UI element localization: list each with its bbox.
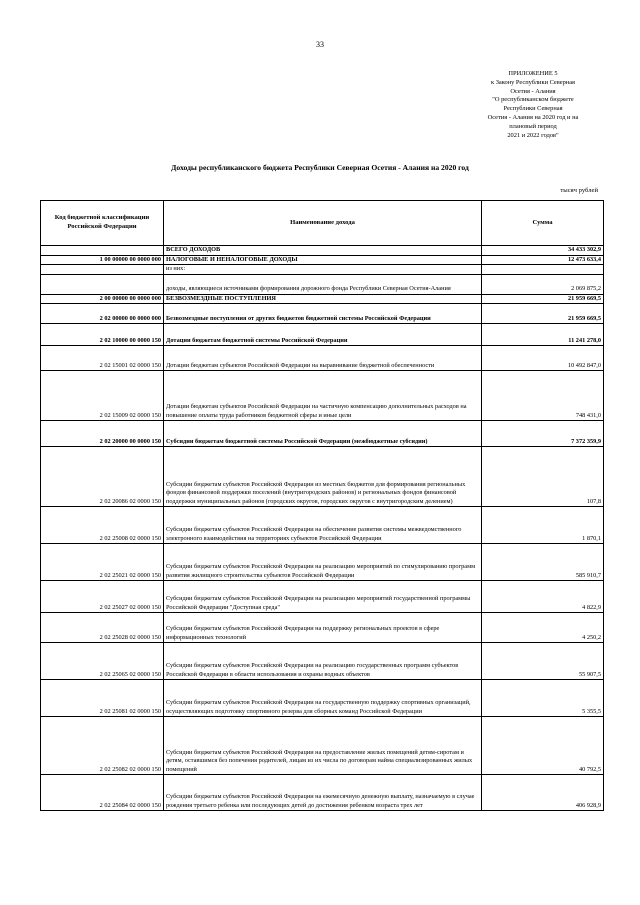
table-row <box>41 613 604 643</box>
appendix-line: ПРИЛОЖЕНИЕ 5 <box>508 70 558 77</box>
code-cell: 2 02 10000 00 0000 150 <box>41 324 164 346</box>
header-name: Наименование дохода <box>164 201 482 246</box>
amount-cell: 55 907,5 <box>482 643 604 680</box>
name-cell: Субсидии бюджетам субъектов Российской Федерации на реализацию мероприятий государственной программы Российской Федерации "Доступная среда" <box>164 581 482 613</box>
code-cell: 2 02 25028 02 0000 150 <box>41 613 164 643</box>
code-cell: 2 02 25021 02 0000 150 <box>41 544 164 581</box>
appendix-line: плановый период <box>509 122 557 130</box>
amount-cell <box>482 265 604 275</box>
amount-cell: 406 928,9 <box>482 775 604 811</box>
table-row <box>41 680 604 717</box>
code-cell: 2 02 25081 02 0000 150 <box>41 680 164 717</box>
code-cell: 2 02 25008 02 0000 150 <box>41 507 164 544</box>
name-cell: НАЛОГОВЫЕ И НЕНАЛОГОВЫЕ ДОХОДЫ <box>164 255 482 265</box>
appendix-note <box>468 70 598 140</box>
name-cell: Субсидии бюджетам субъектов Российской Федерации на поддержку региональных проектов в сфере информационных технологий <box>164 613 482 643</box>
code-cell <box>41 274 164 294</box>
code-cell: 2 02 20000 00 0000 150 <box>41 421 164 447</box>
appendix-line: "О республиканском бюджете <box>492 96 574 104</box>
appendix-line: Осетия - Алания на 2020 год и на <box>487 113 579 121</box>
name-cell: из них: <box>164 265 482 275</box>
document-title: Доходы республиканского бюджета Республики Северная Осетия - Алания на 2020 год <box>171 163 469 172</box>
amount-cell: 34 433 302,9 <box>482 246 604 256</box>
amount-cell: 21 959 669,5 <box>482 294 604 304</box>
appendix-line: Осетия - Алания <box>510 87 556 95</box>
amount-cell: 4 822,9 <box>482 581 604 613</box>
code-cell <box>41 265 164 275</box>
table-row <box>41 304 604 324</box>
table-row <box>41 294 604 304</box>
units-label: тысяч рублей <box>560 187 598 194</box>
table-header-row <box>41 201 604 246</box>
appendix-line: 2021 и 2022 годов" <box>507 131 559 139</box>
amount-cell: 7 372 359,9 <box>482 421 604 447</box>
table-row <box>41 775 604 811</box>
table-row <box>41 265 604 275</box>
page-number: 33 <box>316 40 324 49</box>
name-cell: Субсидии бюджетам субъектов Российской Федерации на реализацию мероприятий по стимулированию программ развития жилищного строительства субъектов Российской Федерации <box>164 544 482 581</box>
code-cell: 2 02 25065 02 0000 150 <box>41 643 164 680</box>
table-row <box>41 421 604 447</box>
name-cell: Субсидии бюджетам субъектов Российской Федерации на ежемесячную денежную выплату, назначаемую в случае рождения третьего ребенка или последующих детей до достижения ребенком возраста трех лет <box>164 775 482 811</box>
code-cell: 2 02 20086 02 0000 150 <box>41 447 164 507</box>
table-row <box>41 274 604 294</box>
amount-cell: 40 792,5 <box>482 717 604 775</box>
table-row <box>41 246 604 256</box>
amount-cell: 5 355,5 <box>482 680 604 717</box>
code-cell: 1 00 00000 00 0000 000 <box>41 255 164 265</box>
name-cell: Безвозмездные поступления от других бюджетов бюджетной системы Российской Федерации <box>164 304 482 324</box>
table-row <box>41 447 604 507</box>
amount-cell: 2 069 875,2 <box>482 274 604 294</box>
amount-cell: 4 250,2 <box>482 613 604 643</box>
name-cell: Дотации бюджетам субъектов Российской Федерации на частичную компенсацию дополнительных расходов на повышение оплаты труда работников бюджетной сферы и иные цели <box>164 371 482 421</box>
name-cell: Субсидии бюджетам субъектов Российской Федерации из местных бюджетов для формирования региональных фондов финансовой поддержки поселений (внутригородских районов) и региональных фондов финансовой поддержки муниципальных районов (городских округов, городских округов с внутригородским делением) <box>164 447 482 507</box>
name-cell: Дотации бюджетам бюджетной системы Российской Федерации <box>164 324 482 346</box>
amount-cell: 12 473 633,4 <box>482 255 604 265</box>
table-row <box>41 507 604 544</box>
code-cell: 2 00 00000 00 0000 000 <box>41 294 164 304</box>
amount-cell: 748 431,0 <box>482 371 604 421</box>
name-cell: Субсидии бюджетам субъектов Российской Федерации на государственную поддержку спортивных организаций, осуществляющих подготовку спортивного резерва для сборных команд Российской Федерации <box>164 680 482 717</box>
code-cell: 2 02 15001 02 0000 150 <box>41 346 164 371</box>
table-row <box>41 371 604 421</box>
code-cell: 2 02 00000 00 0000 000 <box>41 304 164 324</box>
name-cell: доходы, являющиеся источниками формирования дорожного фонда Республики Северная Осетия-Алания <box>164 274 482 294</box>
table-row <box>41 346 604 371</box>
name-cell: Субсидии бюджетам бюджетной системы Российской Федерации (межбюджетные субсидии) <box>164 421 482 447</box>
name-cell: БЕЗВОЗМЕЗДНЫЕ ПОСТУПЛЕНИЯ <box>164 294 482 304</box>
code-cell: 2 02 25084 02 0000 150 <box>41 775 164 811</box>
table-row <box>41 717 604 775</box>
table-row <box>41 255 604 265</box>
amount-cell: 10 492 847,0 <box>482 346 604 371</box>
name-cell: Дотации бюджетам субъектов Российской Федерации на выравнивание бюджетной обеспеченности <box>164 346 482 371</box>
amount-cell: 1 870,1 <box>482 507 604 544</box>
appendix-line: Республики Северная <box>503 105 563 113</box>
table-row <box>41 544 604 581</box>
name-cell: Субсидии бюджетам субъектов Российской Федерации на обеспечение развития системы межведомственного электронного взаимодействия на территориях субъектов Российской Федерации <box>164 507 482 544</box>
name-cell: ВСЕГО ДОХОДОВ <box>164 246 482 256</box>
table-row <box>41 324 604 346</box>
table-row <box>41 581 604 613</box>
name-cell: Субсидии бюджетам субъектов Российской Федерации на предоставление жилых помещений детям-сиротам и детям, оставшимся без попечения родителей, лицам из их числа по договорам найма специализированных жилых помещений <box>164 717 482 775</box>
revenue-table <box>40 200 604 811</box>
code-cell: 2 02 15009 02 0000 150 <box>41 371 164 421</box>
amount-cell: 585 910,7 <box>482 544 604 581</box>
amount-cell: 21 959 669,5 <box>482 304 604 324</box>
code-cell: 2 02 25082 02 0000 150 <box>41 717 164 775</box>
amount-cell: 107,8 <box>482 447 604 507</box>
code-cell: 2 02 25027 02 0000 150 <box>41 581 164 613</box>
code-cell <box>41 246 164 256</box>
header-code: Код бюджетной классификации Российской Федерации <box>41 201 164 246</box>
appendix-line: к Закону Республики Северная <box>491 78 575 86</box>
table-row <box>41 643 604 680</box>
amount-cell: 11 241 278,0 <box>482 324 604 346</box>
header-amount: Сумма <box>482 201 604 246</box>
name-cell: Субсидии бюджетам субъектов Российской Федерации на реализацию государственных программ субъектов Российской Федерации в области использования и охраны водных объектов <box>164 643 482 680</box>
